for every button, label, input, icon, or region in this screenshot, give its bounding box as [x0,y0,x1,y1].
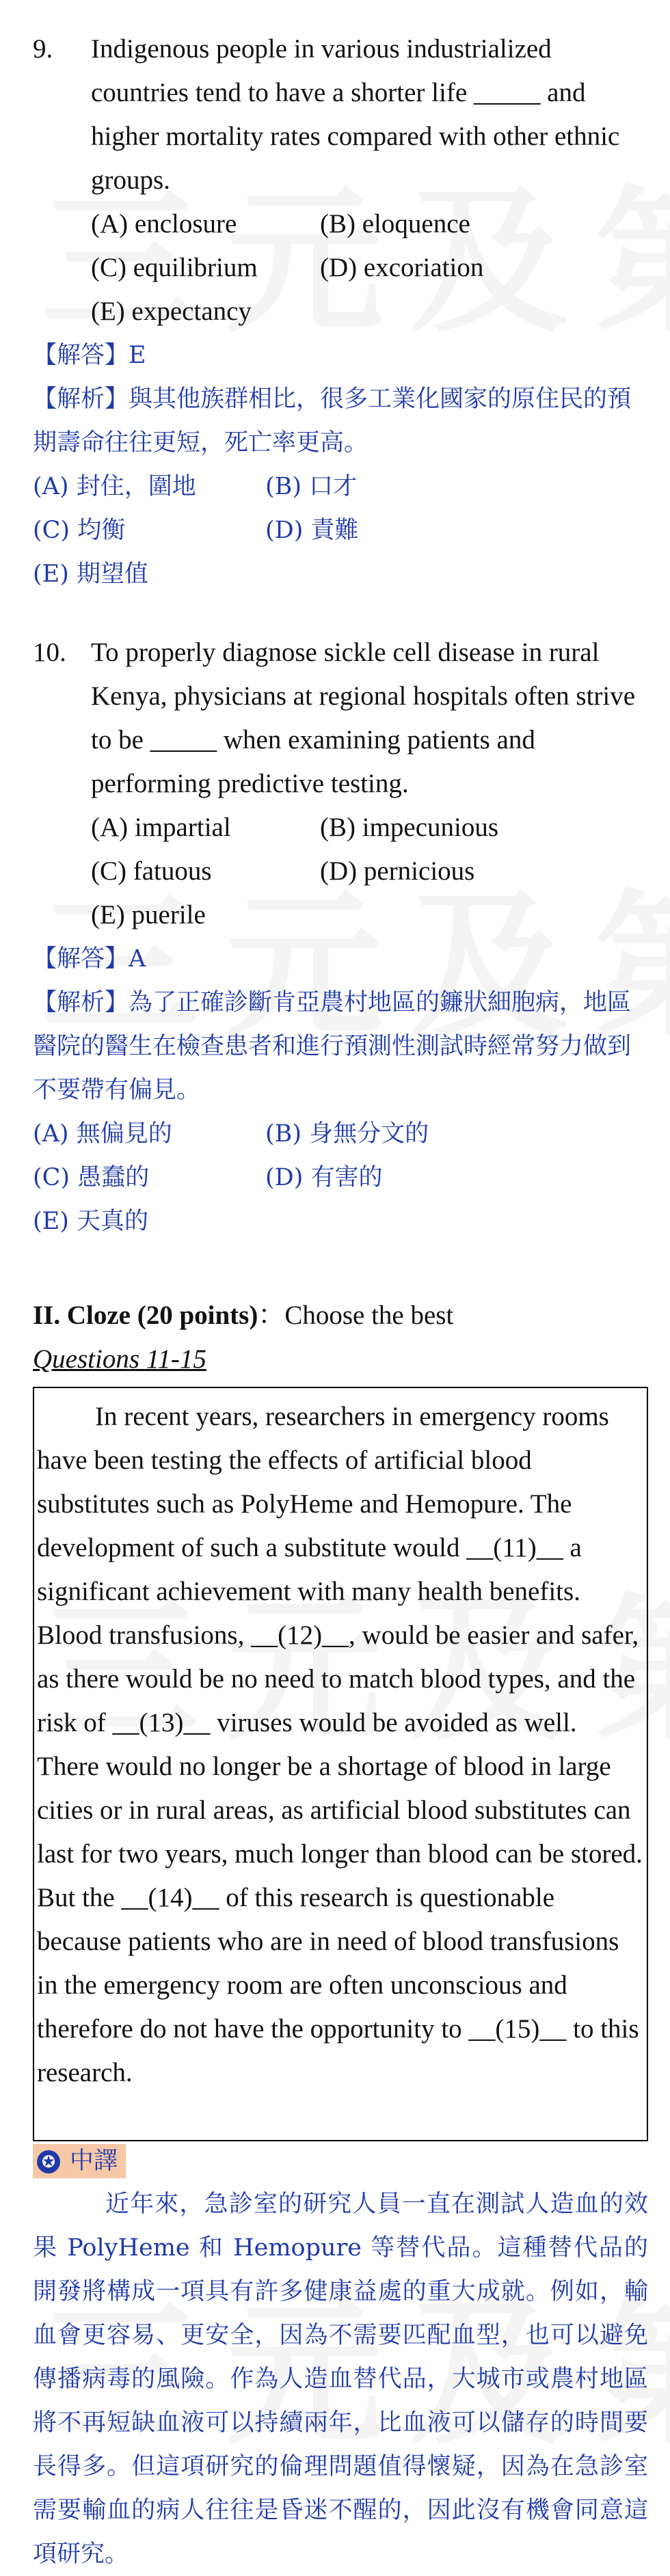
translation-a: (A) 無偏見的 [33,1120,172,1148]
question-stem: To properly diagnose sickle cell disease in rural Kenya, physicians at regional hospitals often strive to be _____ when examining patients and performing predictive testing. [91,638,636,798]
translation-d: (D) 責難 [265,517,359,544]
answer-block-9 [33,334,648,596]
translation-label: 中譯 [70,2147,118,2175]
cloze-passage [33,1387,648,2141]
translation-b: (B) 身無分文的 [265,1120,429,1148]
option-b: (B) impecunious [320,813,499,842]
translation-text: 近年來，急診室的研究人員一直在測試人造血的效果 PolyHeme 和 Hemopure 等替代品。這種替代品的開發將構成一項具有許多健康益處的重大成就。例如，輸血會更容易、更安全，因為不需要匹配血型，也可以避免傳播病毒的風險。作為人造血替代品，大城市或農村地區將不再短缺血液可以持續兩年，比血液可以儲存的時間要長得多。但這項研究的倫理問題值得懷疑，因為在急診室需要輸血的病人往往是昏迷不醒的，因此沒有機會同意這項研究。 [33,2191,648,2568]
explanation-text: 為了正確診斷肯亞農村地區的鐮狀細胞病，地區醫院的醫生在檢查患者和進行預測性測試時經常努力做到不要帶有偏見。 [33,989,632,1104]
option-translations [33,465,648,596]
translation-d: (D) 有害的 [265,1164,383,1191]
option-list [91,806,648,937]
explanation-label: 【解析】 [33,989,129,1016]
answer-label: 【解答】 [33,945,129,973]
option-d: (D) pernicious [320,856,475,886]
answer-value: E [129,342,146,369]
explanation [33,377,648,465]
section-title-bold: II. Cloze (20 points) [33,1301,258,1330]
explanation-label: 【解析】 [33,385,129,413]
explanation [33,981,648,1112]
translation-c: (C) 愚蠢的 [33,1164,150,1191]
option-b: (B) eloquence [320,209,470,239]
question-number: 10. [33,638,66,667]
option-d: (D) excoriation [320,253,484,282]
star-icon: ✪ [37,2150,60,2173]
questions-range: Questions 11-15 [33,1344,206,1374]
chinese-translation [33,2182,648,2576]
translation-e: (E) 期望值 [33,560,148,588]
answer-line [33,937,648,981]
option-a: (A) impartial [91,813,231,842]
question-9 [33,27,648,334]
answer-value: A [129,945,146,973]
option-e: (E) puerile [91,900,206,930]
option-a: (A) enclosure [91,209,237,239]
answer-label: 【解答】 [33,342,129,369]
question-stem: Indigenous people in various industrialized countries tend to have a shorter life _____ and higher mortality rates compared with other ethnic groups. [91,34,620,195]
translation-header [33,2144,126,2178]
passage-text: In recent years, researchers in emergency rooms have been testing the effects of artificial blood substitutes such as PolyHeme and Hemopure. The development of such a substitute would __(11)__ a significant achievement with many health benefits. Blood transfusions, __(12)__, would be easier and safer, as there would be no need to match blood types, and the risk of __(13)__ viruses would be avoided as well. There would no longer be a shortage of blood in large cities or in rural areas, as artificial blood substitutes can last for two years, much longer than blood can be stored. But the __(14)__ of this research is questionable because patients who are in need of blood transfusions in the emergency room are often unconscious and therefore do not have the opportunity to __(15)__ to this research. [37,1402,643,2087]
explanation-text: 與其他族群相比，很多工業化國家的原住民的預期壽命往往更短，死亡率更高。 [33,385,632,457]
translation-c: (C) 均衡 [33,517,126,544]
answer-block-10 [33,937,648,1243]
section-title-rest: ：Choose the best [258,1301,454,1330]
question-number: 9. [33,34,53,64]
option-e: (E) expectancy [91,297,252,326]
translation-a: (A) 封住，圍地 [33,473,196,500]
translation-e: (E) 天真的 [33,1208,148,1235]
translation-b: (B) 口才 [265,473,358,500]
section-title [33,1294,453,1338]
answer-line [33,334,648,377]
question-10 [33,631,648,937]
option-c: (C) fatuous [91,856,212,886]
option-c: (C) equilibrium [91,253,258,282]
option-list [91,202,648,334]
option-translations [33,1112,648,1243]
